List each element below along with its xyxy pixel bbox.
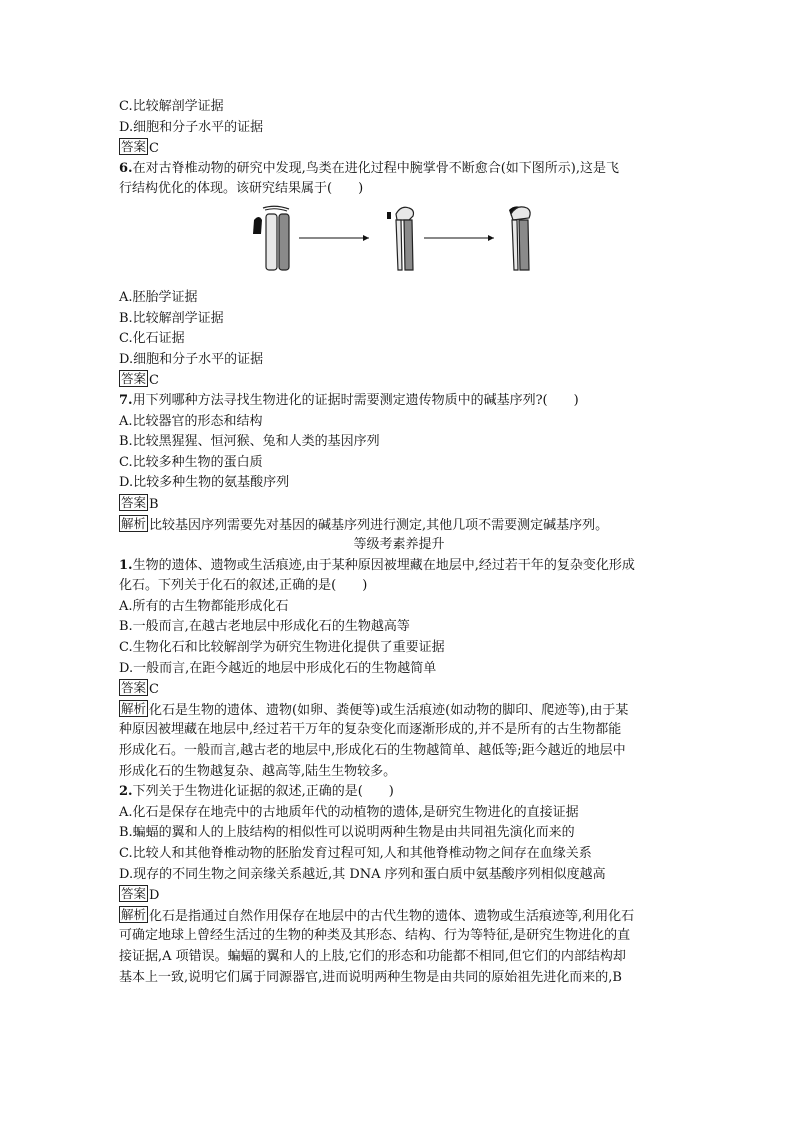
answer-tag: 答案 <box>121 494 147 510</box>
question-text: 下列关于生物进化证据的叙述,正确的是( ) <box>132 784 394 800</box>
q6-answer-line <box>119 370 679 391</box>
q7-option-c: C.比较多种生物的蛋白质 <box>119 454 263 470</box>
question-7-stem <box>119 391 679 412</box>
answer-value: C <box>149 141 159 157</box>
answer-value: C <box>149 682 159 698</box>
q6-option-d: D.细胞和分子水平的证据 <box>119 351 264 367</box>
p1-option-a: A.所有的古生物都能形成化石 <box>119 598 289 614</box>
problem-1-stem-line1 <box>119 556 679 577</box>
q7-option-d: D.比较多种生物的氨基酸序列 <box>119 475 290 491</box>
p1-analysis-line4: 形成化石的生物越复杂、越高等,陆生生物较多。 <box>119 763 397 779</box>
q7-answer-line <box>119 494 679 515</box>
p1-analysis-line3: 形成化石。一般而言,越古老的地层中,形成化石的生物越简单、越低等;距今越近的地层中 <box>119 743 626 759</box>
bone-stage-2 <box>387 207 414 270</box>
q6-option-a: A.胚胎学证据 <box>119 289 198 305</box>
answer-value: D <box>149 888 160 904</box>
analysis-text: 化石是生物的遗体、遗物(如卵、粪便等)或生活痕迹(如动物的脚印、爬迹等),由于某 <box>149 702 629 718</box>
q7-option-a: A.比较器官的形态和结构 <box>119 413 263 429</box>
wing-bone-fusion-figure <box>119 200 679 288</box>
question-text: 生物的遗体、遗物或生活痕迹,由于某种原因被埋藏在地层中,经过若干年的复杂变化形成 <box>132 557 635 573</box>
q6-option-c: C.化石证据 <box>119 331 185 347</box>
p2-option-b: B.蝙蝠的翼和人的上肢结构的相似性可以说明两种生物是由共同祖先演化而来的 <box>119 825 575 841</box>
p1-option-b: B.一般而言,在越古老地层中形成化石的生物越高等 <box>119 619 410 635</box>
p1-option-c: C.生物化石和比较解剖学为研究生物进化提供了重要证据 <box>119 640 445 656</box>
analysis-tag: 解析 <box>121 700 147 716</box>
question-text: 在对古脊椎动物的研究中发现,鸟类在进化过程中腕掌骨不断愈合(如下图所示),这是飞 <box>132 160 619 176</box>
question-number: 2. <box>119 784 133 800</box>
question-6-stem-line1 <box>119 159 679 180</box>
answer-tag: 答案 <box>121 139 147 155</box>
answer-tag: 答案 <box>121 680 147 696</box>
problem-2-stem <box>119 782 679 803</box>
bone-stage-1 <box>253 206 289 270</box>
p1-analysis-line2: 种原因被埋藏在地层中,经过若干万年的复杂变化而逐渐形成的,并不是所有的古生物都能 <box>119 722 622 738</box>
analysis-text: 比较基因序列需要先对基因的碱基序列进行测定,其他几项不需要测定碱基序列。 <box>149 517 609 533</box>
answer-value: C <box>149 373 159 389</box>
q7-option-b: B.比较黑猩猩、恒河猴、兔和人类的基因序列 <box>119 434 380 450</box>
wing-bone-diagram <box>249 200 559 280</box>
answer-value: B <box>149 496 159 512</box>
question-number: 6. <box>119 160 133 176</box>
p2-analysis-line1 <box>119 906 679 927</box>
problem-1-stem-line2: 化石。下列关于化石的叙述,正确的是( ) <box>119 578 368 594</box>
question-number: 1. <box>119 557 133 573</box>
p2-answer-line <box>119 885 679 906</box>
p1-answer-line <box>119 679 679 700</box>
answer-tag: 答案 <box>121 886 147 902</box>
answer-tag: 答案 <box>121 371 147 387</box>
question-number: 7. <box>119 392 133 408</box>
document-page <box>119 97 679 988</box>
option-c: C.比较解剖学证据 <box>119 99 224 114</box>
p2-option-a: A.化石是保存在地壳中的古地质年代的动植物的遗体,是研究生物进化的直接证据 <box>119 804 579 820</box>
p2-option-c: C.比较人和其他脊椎动物的胚胎发育过程可知,人和其他脊椎动物之间存在血缘关系 <box>119 846 592 861</box>
p2-analysis-line4: 基本上一致,说明它们属于同源器官,进而说明两种生物是由共同的原始祖先进化而来的,B <box>119 969 622 985</box>
option-d: D.细胞和分子水平的证据 <box>119 119 264 135</box>
section-title: 等级考素养提升 <box>353 537 445 553</box>
analysis-tag: 解析 <box>121 515 147 531</box>
bone-stage-3 <box>509 206 530 270</box>
p1-analysis-line1 <box>119 700 679 721</box>
question-6-stem-line2: 行结构优化的体现。该研究结果属于( ) <box>119 181 364 197</box>
p2-analysis-line3: 接证据,A 项错误。蝙蝠的翼和人的上肢,它们的形态和功能都不相同,但它们的内部结构却 <box>119 948 626 964</box>
analysis-text: 化石是指通过自然作用保存在地层中的古代生物的遗体、遗物或生活痕迹等,利用化石 <box>149 908 635 924</box>
question-text: 用下列哪种方法寻找生物进化的证据时需要测定遗传物质中的碱基序列?( ) <box>132 392 579 408</box>
q7-analysis-line <box>119 515 679 536</box>
p1-option-d: D.一般而言,在距今越近的地层中形成化石的生物越简单 <box>119 660 437 676</box>
p2-option-d: D.现存的不同生物之间亲缘关系越近,其 DNA 序列和蛋白质中氨基酸序列相似度越高 <box>119 866 606 882</box>
p2-analysis-line2: 可确定地球上曾经生活过的生物的种类及其形态、结构、行为等特征,是研究生物进化的直 <box>119 928 631 944</box>
answer-line <box>119 138 679 159</box>
analysis-tag: 解析 <box>121 906 147 922</box>
q6-option-b: B.比较解剖学证据 <box>119 310 224 326</box>
